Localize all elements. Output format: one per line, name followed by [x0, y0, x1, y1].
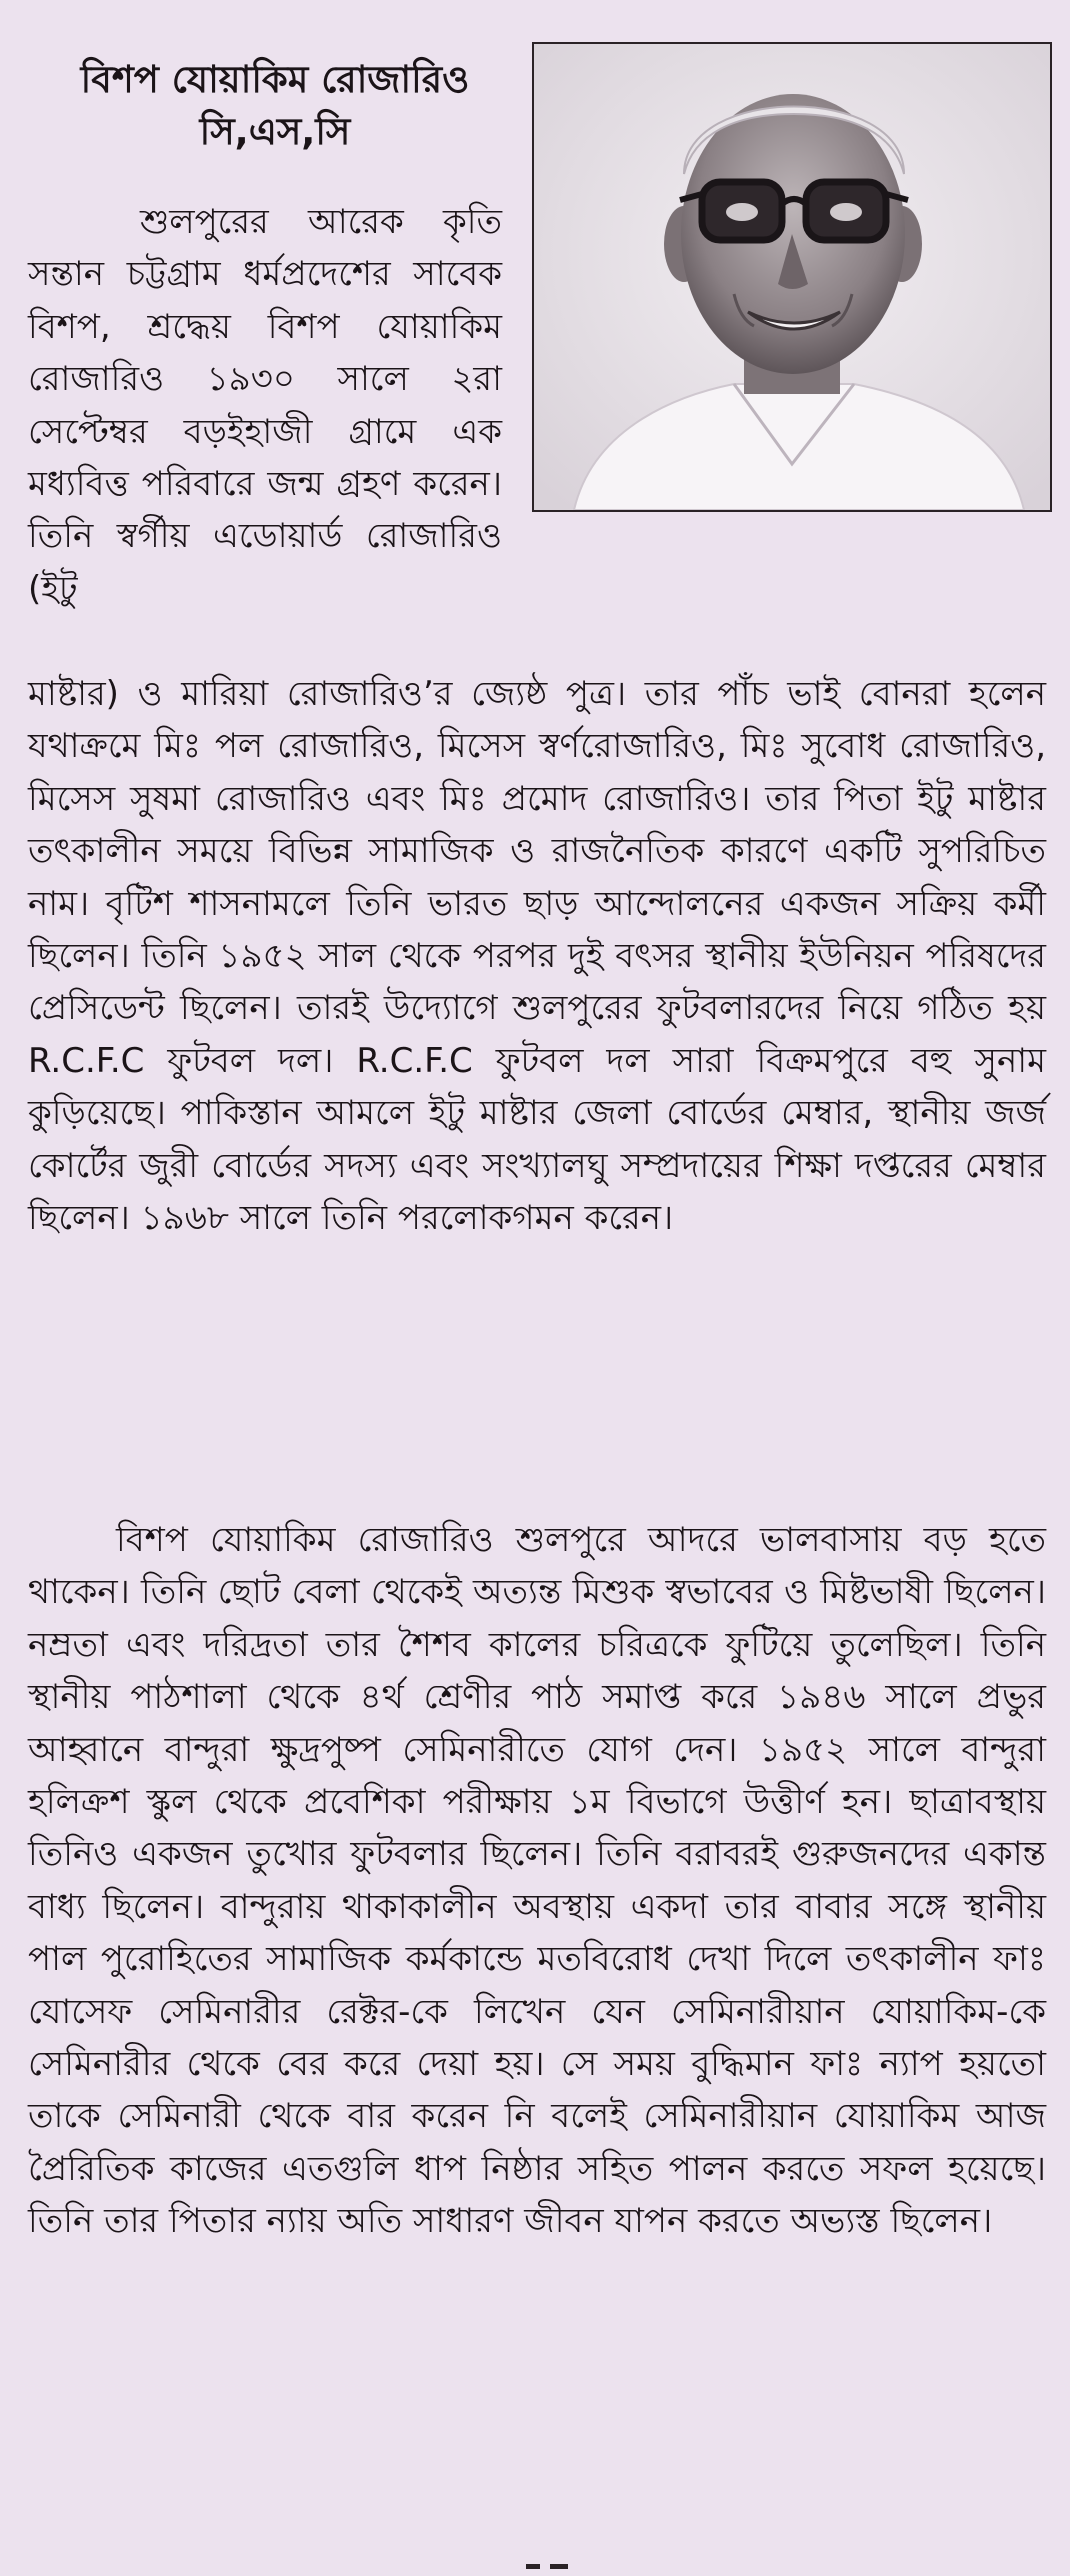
lead-text: শুলপুরের আরেক কৃতি সন্তান চট্টগ্রাম ধর্মপ্রদেশের সাবেক বিশপ, শ্রদ্ধেয় বিশপ যোয়াকিম রোজারিও ১৯৩০ সালে ২রা সেপ্টেম্বর বড়ইহাজী গ্রামে এক মধ্যবিত্ত পরিবারে জন্ম গ্রহণ করেন। তিনি স্বর্গীয় এডোয়ার্ড রোজারিও (ইটু	[28, 202, 502, 609]
lead-paragraph	[28, 196, 502, 615]
article-subtitle: সি,এস,সি	[199, 110, 351, 153]
portrait-photo	[532, 42, 1052, 512]
portrait-image	[534, 44, 1050, 510]
body-paragraph-1: মাষ্টার) ও মারিয়া রোজারিও’র জ্যেষ্ঠ পুত্র। তার পাঁচ ভাই বোনরা হলেন যথাক্রমে মিঃ পল রোজারিও, মিসেস স্বর্ণরোজারিও, মিঃ সুবোধ রোজারিও, মিসেস সুষমা রোজারিও এবং মিঃ প্রমোদ রোজারিও। তার পিতা ইটু মাষ্টার তৎকালীন সময়ে বিভিন্ন সামাজিক ও রাজনৈতিক কারণে একটি সুপরিচিত নাম। বৃটিশ শাসনামলে তিনি ভারত ছাড় আন্দোলনের একজন সক্রিয় কর্মী ছিলেন। তিনি ১৯৫২ সাল থেকে পরপর দুই বৎসর স্থানীয় ইউনিয়ন পরিষদের প্রেসিডেন্ট ছিলেন। তারই উদ্যোগে শুলপুরের ফুটবলারদের নিয়ে গঠিত হয় R.C.F.C ফুটবল দল। R.C.F.C ফুটবল দল সারা বিক্রমপুরে বহু সুনাম কুড়িয়েছে। পাকিস্তান আমলে ইটু মাষ্টার জেলা বোর্ডের মেম্বার, স্থানীয় জর্জ কোর্টের জুরী বোর্ডের সদস্য এবং সংখ্যালঘু সম্প্রদায়ের শিক্ষা দপ্তরের মেম্বার ছিলেন। ১৯৬৮ সালে তিনি পরলোকগমন করেন।	[28, 674, 1046, 1239]
page-edge-marks	[520, 2562, 580, 2572]
body-paragraph-2: বিশপ যোয়াকিম রোজারিও শুলপুরে আদরে ভালবাসায় বড় হতে থাকেন। তিনি ছোট বেলা থেকেই অত্যন্ত মিশুক স্বভাবের ও মিষ্টভাষী ছিলেন। নম্রতা এবং দরিদ্রতা তার শৈশব কালের চরিত্রকে ফুটিয়ে তুলেছিল। তিনি স্থানীয় পাঠশালা থেকে ৪র্থ শ্রেণীর পাঠ সমাপ্ত করে ১৯৪৬ সালে প্রভুর আহ্বানে বান্দুরা ক্ষুদ্রপুষ্প সেমিনারীতে যোগ দেন। ১৯৫২ সালে বান্দুরা হলিক্রশ স্কুল থেকে প্রবেশিকা পরীক্ষায় ১ম বিভাগে উত্তীর্ণ হন। ছাত্রাবস্থায় তিনিও একজন তুখোর ফুটবলার ছিলেন। তিনি বরাবরই গুরুজনদের একান্ত বাধ্য ছিলেন। বান্দুরায় থাকাকালীন অবস্থায় একদা তার বাবার সঙ্গে স্থানীয় পাল পুরোহিতের সামাজিক কর্মকান্ডে মতবিরোধ দেখা দিলে তৎকালীন ফাঃ যোসেফ সেমিনারীর রেক্টর-কে লিখেন যেন সেমিনারীয়ান যোয়াকিম-কে সেমিনারীর থেকে বের করে দেয়া হয়। সে সময় বুদ্ধিমান ফাঃ ন্যাপ হয়তো তাকে সেমিনারী থেকে বার করেন নি বলেই সেমিনারীয়ান যোয়াকিম আজ প্রৈরিতিক কাজের এতগুলি ধাপ নিষ্ঠার সহিত পালন করতে সফল হয়েছে। তিনি তার পিতার ন্যায় অতি সাধারণ জীবন যাপন করতে অভ্যস্ত ছিলেন।	[28, 1520, 1046, 2242]
article-title: বিশপ যোয়াকিম রোজারিও	[80, 58, 470, 101]
